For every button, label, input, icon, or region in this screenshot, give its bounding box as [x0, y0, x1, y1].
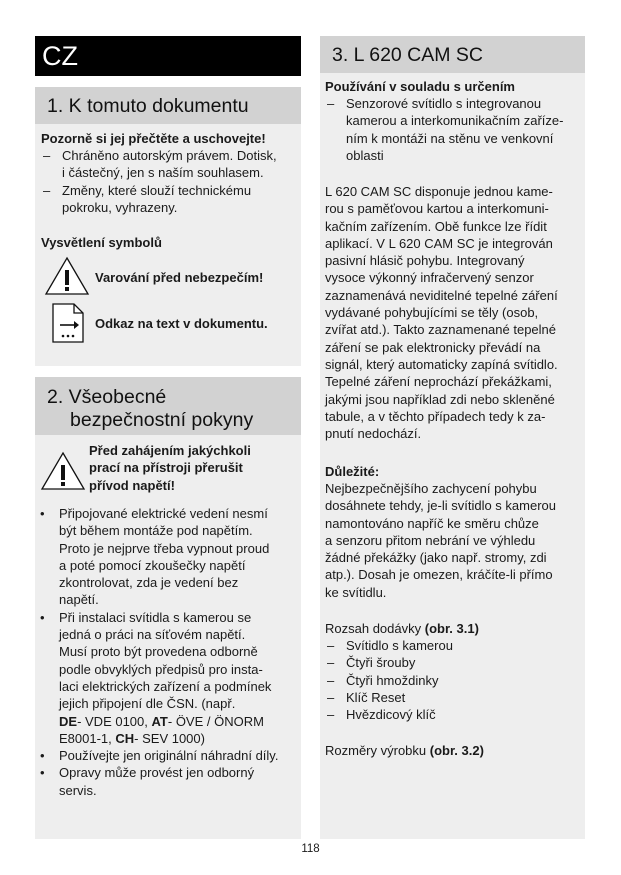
warning-triangle-icon: [40, 451, 86, 491]
list-item: • Opravy může provést jen odborný servis.: [40, 765, 255, 798]
section1-heading: 1. K tomuto dokumentu: [35, 87, 301, 124]
page-number: 118: [301, 843, 320, 855]
list-item: • Při instalaci svítidla s kamerou se jedná o práci na síťovém napětí. Musí proto být provedena odborně podle obvyklých předpisů pro insta- laci elektrických zařízení a podmínek jejich připojení dle ČSN. (např. DE- VDE 0100, AT- ÖVE / ÖNORM E8001-1, CH- SEV 1000): [40, 609, 272, 746]
list-item: – Chráněno autorským právem. Dotisk, i částečný, jen s naším souhlasem.: [43, 148, 277, 181]
symbols-title: Vysvětlení symbolů: [41, 235, 162, 250]
section3-subheading: Používání v souladu s určením: [325, 79, 515, 94]
section2-bullets: [38, 505, 300, 799]
section2-heading: [35, 377, 301, 435]
list-item: – Klíč Reset: [327, 689, 406, 705]
delivery-heading: Rozsah dodávky (obr. 3.1): [325, 621, 479, 636]
product-description: L 620 CAM SC disponuje jednou kame- rou s paměťovou kartou a interkomuni- kačním zařízením. Obě funkce lze řídit aplikací. V L 620 CAM SC je integrován pasivní hlásič pohybu. Integrovaný vysoce výkonný infračervený senzor zaznamenává neviditelné tepelné záření vydávané pohybujícími se těly (osob, zvířat atd.). Takto zaznamenané tepelné záření se pak elektronicky převádí na signál, který automaticky zapíná svítidlo. Tepelné záření neprochází překážkami, jakými jsou například zdi nebo skleněné tabule, a v těchto případech tedy k za- pnutí nedochází.: [325, 184, 558, 442]
section2-warning: Před zahájením jakýchkoli prací na přístroji přerušit přívod napětí!: [89, 443, 251, 493]
section1-subheading: Pozorně si jej přečtěte a uschovejte!: [41, 131, 266, 146]
list-item: – Senzorové svítidlo s integrovanou kamerou a interkomunikačním zaříze- ním k montáži na stěnu ve venkovní oblasti: [327, 96, 564, 163]
delivery-list: [325, 637, 583, 723]
intended-use-list: [325, 95, 583, 164]
symbol-warning-text: Varování před nebezpečím!: [95, 270, 264, 285]
warning-triangle-icon: [44, 256, 90, 296]
language-tab: CZ: [35, 36, 301, 76]
list-item: – Svítidlo s kamerou: [327, 638, 453, 653]
list-item: • Připojované elektrické vedení nesmí být během montáže pod napětím. Proto je nejprve třeba vypnout proud a poté pomocí zkoušečky napětí zkontrolovat, zda je vedení bez napětí.: [40, 506, 270, 608]
symbol-reference-text: Odkaz na text v dokumentu.: [95, 316, 268, 331]
document-reference-icon: [52, 303, 84, 343]
important-title: Důležité:: [325, 464, 380, 479]
list-item: • Používejte jen originální náhradní díly.: [40, 748, 279, 764]
list-item: – Čtyři hmoždinky: [327, 672, 439, 688]
list-item: – Čtyři šrouby: [327, 655, 416, 671]
section3-heading: 3. L 620 CAM SC: [320, 36, 585, 73]
section2-heading-line2: bezpečnostní pokyny: [70, 409, 254, 431]
list-item: – Změny, které slouží technickému pokroku, vyhrazeny.: [43, 182, 252, 215]
list-item: – Hvězdicový klíč: [327, 707, 436, 723]
section2-heading-line1: 2. Všeobecné: [47, 386, 167, 408]
important-text: Nejbezpečnějšího zachycení pohybu dosáhnete tehdy, je-li svítidlo s kamerou namontováno napříč ke směru chůze a senzoru přitom nebrání ve výhledu žádné překážky (jako např. stromy, zdi atp.). Dosah je omezen, kráčíte-li přímo ke svítidlu.: [325, 481, 556, 600]
dimensions-heading: Rozměry výrobku (obr. 3.2): [325, 743, 484, 758]
section1-bullets: [41, 147, 299, 216]
